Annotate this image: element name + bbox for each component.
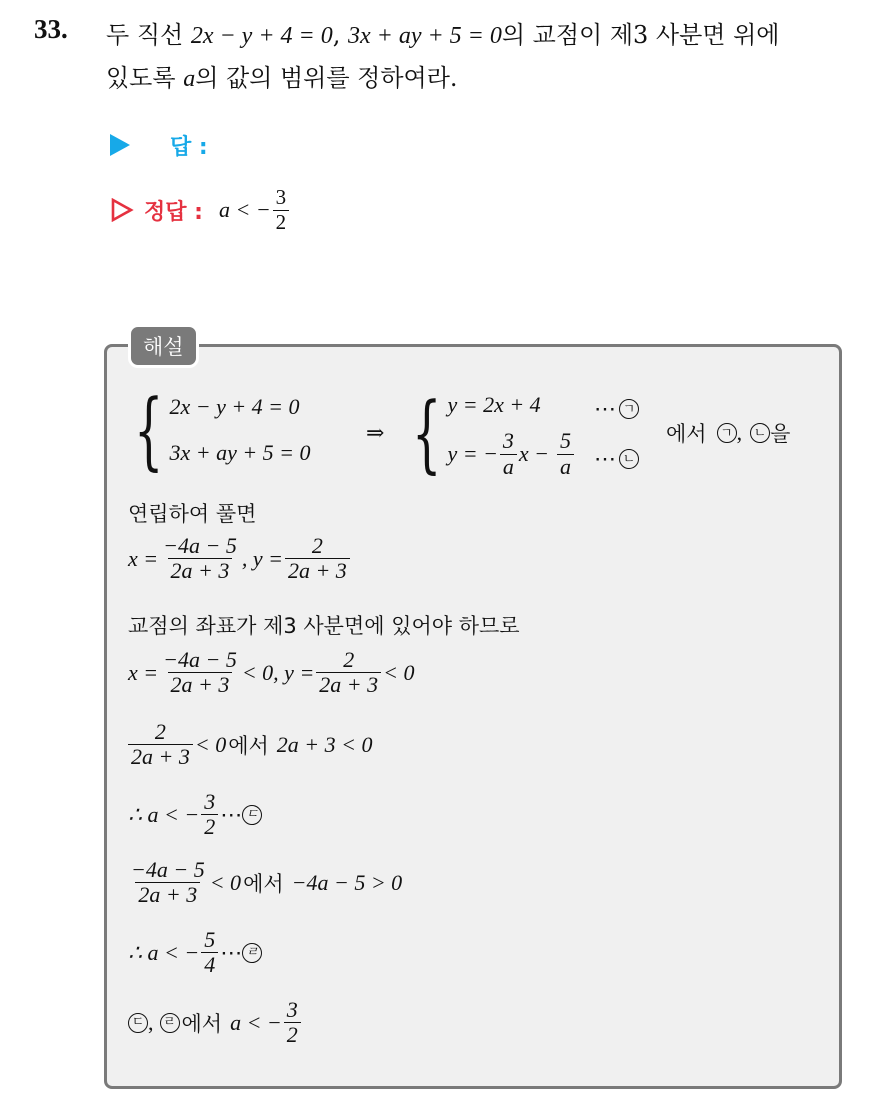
- text-eseo: 에서: [243, 871, 284, 896]
- fraction: [316, 648, 381, 697]
- less-than-zero: < 0: [383, 659, 415, 685]
- system-right-eq-2a: y = −: [447, 441, 498, 466]
- solution-condition-y: [126, 720, 373, 769]
- problem-text: [106, 14, 876, 100]
- comma: ,: [736, 420, 743, 445]
- outline-triangle-icon: [110, 198, 134, 222]
- problem-number: 33.: [34, 14, 68, 44]
- therefore-expression: ∴ a < −: [128, 939, 200, 965]
- fraction-numerator: 3: [275, 185, 287, 210]
- fraction-numerator: 2: [154, 719, 166, 744]
- system-right-line-2: [447, 426, 576, 482]
- circled-mark-2: ㄴ: [750, 423, 770, 443]
- equation-system-right: [400, 384, 576, 482]
- implies-arrow: ⇒: [366, 420, 385, 445]
- solution-text-quadrant: 교점의 좌표가 제3 사분면에 있어야 하므로: [128, 614, 520, 638]
- fraction-numerator: 2: [311, 533, 323, 558]
- correct-answer-label: 정답 :: [144, 199, 203, 225]
- fraction-denominator: 2a + 3: [135, 882, 200, 907]
- fraction-denominator: 4: [201, 952, 218, 977]
- problem-text-part: 의 값의 범위를 정하여라.: [195, 64, 458, 92]
- correct-answer-row: [110, 182, 291, 238]
- fraction: [557, 429, 574, 478]
- problem-comma: ,: [332, 21, 348, 49]
- y-equals: , y =: [241, 545, 283, 571]
- fraction-denominator: 2a + 3: [128, 744, 193, 769]
- answer-row: [110, 128, 208, 162]
- correct-answer-fraction: [273, 186, 290, 233]
- text-eseo: 에서: [666, 422, 707, 446]
- problem-variable: a: [183, 66, 196, 92]
- equation-system-left: [122, 381, 311, 479]
- system-left-line-1: 2x − y + 4 = 0: [169, 394, 300, 419]
- system-left-line-2: 3x + ay + 5 = 0: [169, 440, 311, 465]
- fraction: [128, 858, 208, 907]
- circled-mark-4: ㄹ: [242, 943, 262, 963]
- equation-label-2: [594, 446, 639, 472]
- text-eul: 을: [770, 422, 791, 446]
- fraction-denominator: 2: [273, 210, 290, 234]
- fraction-numerator: 5: [560, 428, 572, 454]
- ellipsis: ⋯: [594, 446, 616, 471]
- fraction-denominator: 2a + 3: [168, 672, 233, 697]
- equation-label-1: [594, 396, 639, 422]
- less-than-zero: < 0: [209, 869, 242, 895]
- left-brace: {: [134, 381, 164, 479]
- fraction-numerator: −4a − 5: [163, 533, 237, 558]
- solution-therefore-1: [128, 790, 262, 839]
- system-right-eq-2b: x −: [518, 441, 550, 466]
- solution-text-solve: 연립하여 풀면: [128, 502, 257, 526]
- circled-mark-1: ㄱ: [619, 399, 639, 419]
- problem-equation-2: 3x + ay + 5 = 0: [347, 23, 502, 49]
- less-than-zero: < 0: [194, 731, 227, 757]
- fraction-numerator: 2: [343, 647, 355, 672]
- fraction-denominator: 2: [284, 1022, 301, 1047]
- fraction-denominator: 2: [201, 814, 218, 839]
- fraction-numerator: −4a − 5: [163, 647, 237, 672]
- fraction-denominator: 2a + 3: [316, 672, 381, 697]
- circled-mark-1: ㄱ: [717, 423, 737, 443]
- system-right-line-1: [447, 384, 576, 426]
- fraction-denominator: 2a + 3: [168, 558, 233, 583]
- less-than-zero-y: < 0, y =: [241, 659, 315, 685]
- fraction: [160, 534, 240, 583]
- circled-mark-4: ㄹ: [160, 1013, 180, 1033]
- solution-conditions: [128, 648, 415, 697]
- ellipsis: ⋯: [594, 396, 616, 421]
- fraction: [285, 534, 350, 583]
- final-expression: a < −: [230, 1009, 282, 1035]
- fraction-numerator: 3: [502, 428, 514, 454]
- fraction: [160, 648, 240, 697]
- right-brace: {: [412, 384, 442, 482]
- fraction-numerator: −4a − 5: [131, 857, 205, 882]
- problem-text-part: 두 직선: [106, 21, 191, 49]
- system-note: [666, 418, 790, 448]
- condition-1-result: 2a + 3 < 0: [276, 731, 373, 757]
- solution-therefore-2: [128, 928, 262, 977]
- problem-text-part: 의 교점이 제3 사분면 위에: [501, 21, 780, 49]
- condition-2-result: −4a − 5 > 0: [291, 869, 403, 895]
- therefore-expression: ∴ a < −: [128, 801, 200, 827]
- circled-mark-3: ㄷ: [242, 805, 262, 825]
- solution-xy-values: [128, 534, 352, 583]
- x-equals: x =: [128, 545, 159, 571]
- system-right-eq-1: y = 2x + 4: [447, 392, 541, 417]
- problem-equation-1: 2x − y + 4 = 0: [190, 23, 333, 49]
- fraction-denominator: a: [500, 454, 517, 479]
- fraction-numerator: 5: [204, 927, 216, 952]
- fraction-denominator: 2a + 3: [285, 558, 350, 583]
- correct-answer-lhs: a < −: [218, 197, 271, 222]
- fraction: [284, 998, 301, 1047]
- circled-mark-2: ㄴ: [619, 449, 639, 469]
- fraction: [201, 928, 218, 977]
- fraction-numerator: 3: [286, 997, 298, 1022]
- answer-label: 답 :: [170, 134, 208, 160]
- solution-condition-x: [126, 858, 402, 907]
- play-triangle-icon: [110, 134, 130, 156]
- comma: ,: [148, 1009, 154, 1035]
- problem-text-part: 있도록: [106, 64, 184, 92]
- fraction-denominator: a: [557, 454, 574, 479]
- fraction: [201, 790, 218, 839]
- fraction: [128, 720, 193, 769]
- correct-answer-expression: [219, 186, 291, 233]
- fraction: [500, 429, 517, 478]
- x-equals: x =: [128, 659, 159, 685]
- text-eseo: 에서: [181, 1011, 223, 1036]
- ellipsis: ⋯: [220, 939, 243, 965]
- circled-mark-3: ㄷ: [128, 1013, 148, 1033]
- solution-tag: 해설: [128, 324, 199, 368]
- fraction-numerator: 3: [204, 789, 216, 814]
- text-eseo: 에서: [228, 733, 269, 758]
- ellipsis: ⋯: [220, 801, 243, 827]
- solution-final: [128, 998, 303, 1047]
